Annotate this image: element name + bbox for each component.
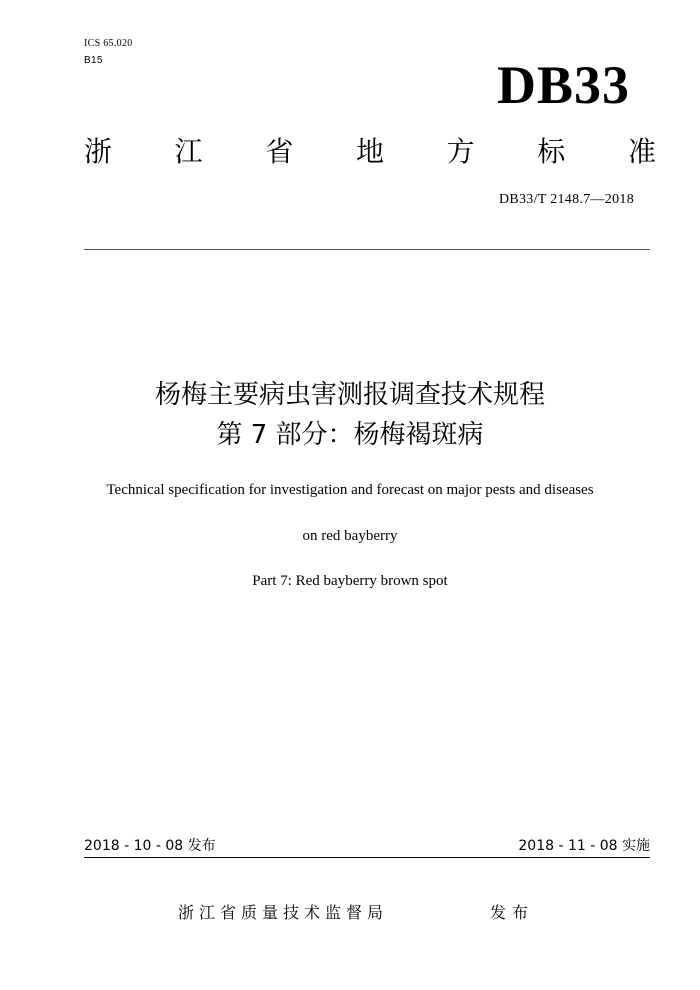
standard-type-char: 方 [446,135,475,168]
standard-type-char: 准 [627,135,656,168]
publish-label: 发布 [490,903,535,922]
title-english-line-2: on red bayberry [302,528,398,544]
ccs-code: B15 [84,55,103,66]
standard-number: DB33/T 2148.7—2018 [498,192,634,207]
title-english-part: Part 7: Red bayberry brown spot [252,573,448,589]
ics-code: ICS 65.020 [84,38,133,49]
standard-type [84,135,656,168]
top-divider [84,249,650,250]
title-chinese-part: 第 7 部分：杨梅褐斑病 [216,420,484,450]
standard-type-char: 标 [537,135,566,168]
bottom-divider [84,857,650,858]
issue-date: 2018 - 10 - 08 发布 [84,838,216,854]
standard-type-char: 江 [174,135,203,168]
title-english-line-1: Technical specification for investigation and forecast on major pests and diseases [106,482,594,498]
standard-type-char: 浙 [84,135,113,168]
title-chinese-main: 杨梅主要病虫害测报调查技术规程 [154,380,545,410]
standard-type-char: 省 [265,135,294,168]
standard-type-char: 地 [355,135,384,168]
db33-logo: DB33 [496,55,630,115]
issuing-authority: 浙江省质量技术监督局 [178,903,389,922]
implementation-date: 2018 - 11 - 08 实施 [518,838,650,854]
